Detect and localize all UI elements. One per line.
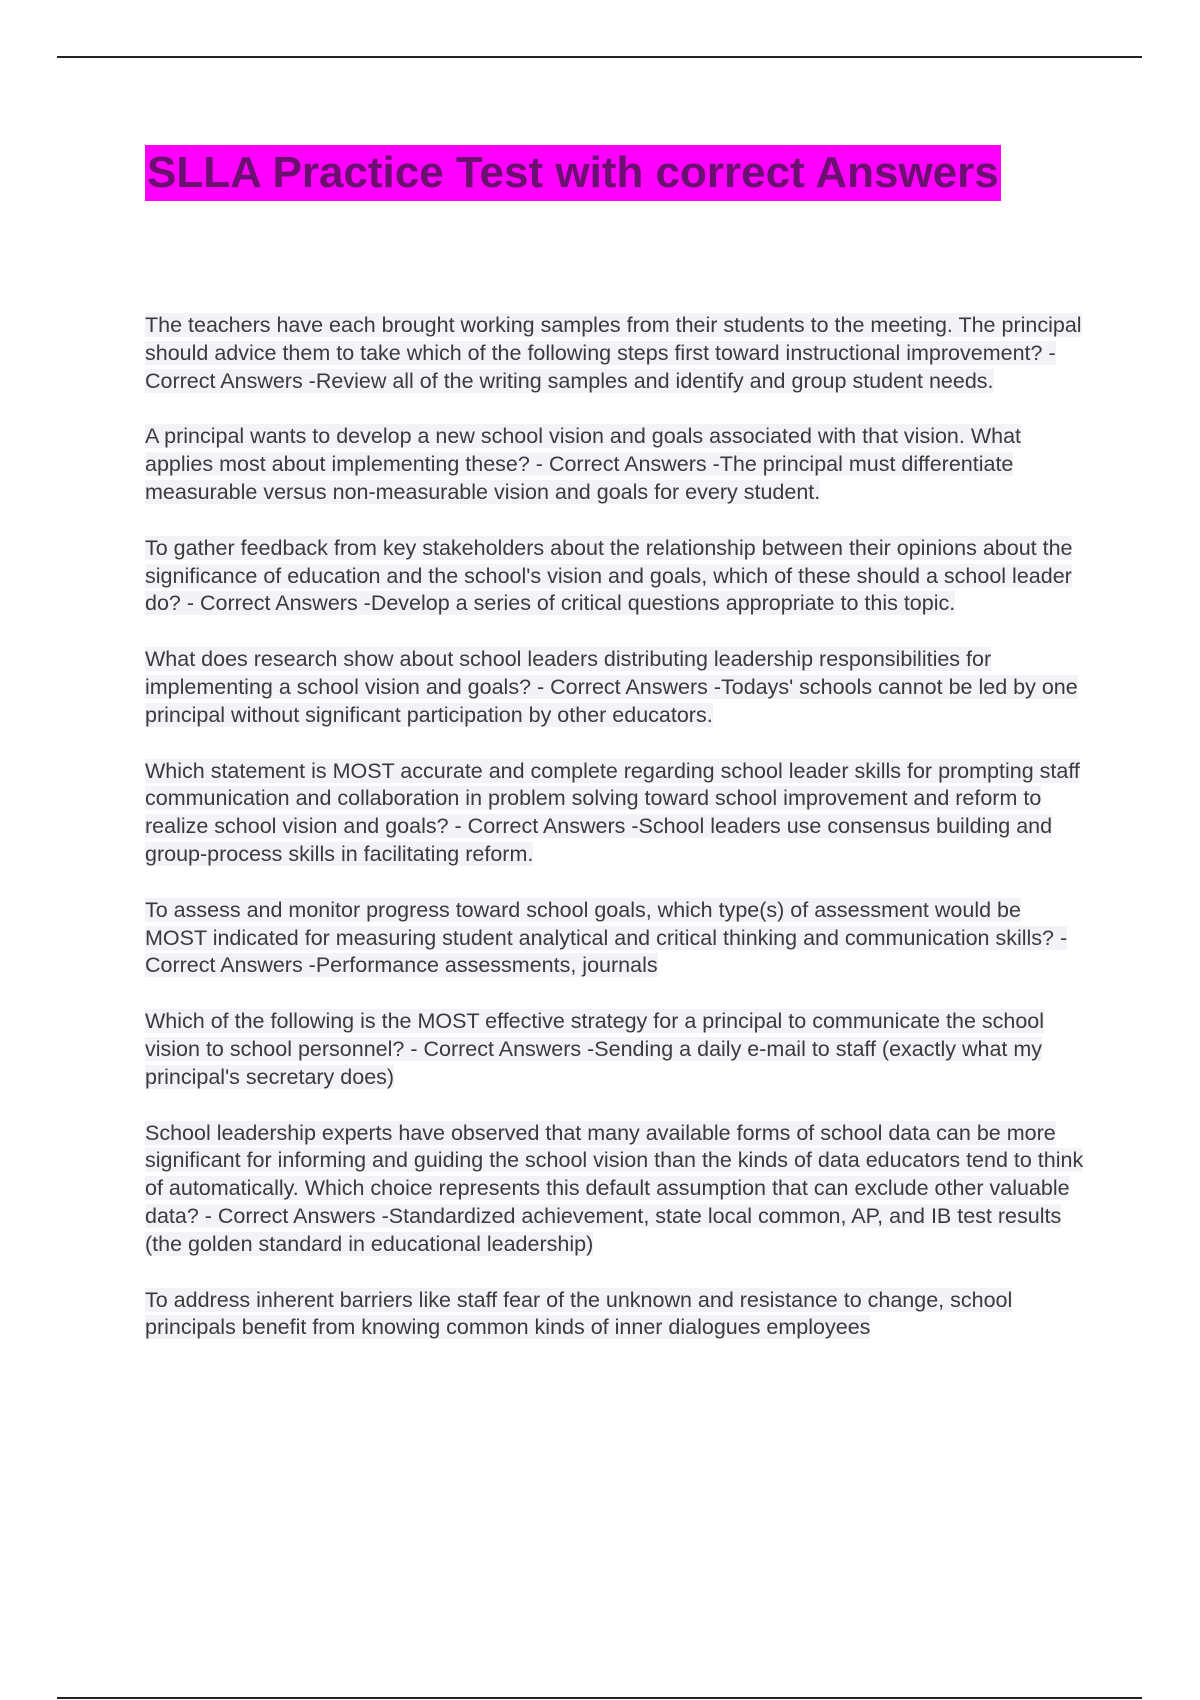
qa-text: The teachers have each brought working samples from their students to the meeting. The principal should advice them to take which of the following steps first toward instructional improvement? - Correct Answers -Review all of the writing samples and identify and group student needs.	[145, 313, 1082, 393]
qa-text: School leadership experts have observed that many available forms of school data can be more significant for informing and guiding the school vision than the kinds of data educators tend to think of automatically. Which choice represents this default assumption that can exclude other valuable data? - Correct Answers -Standardized achievement, state local common, AP, and IB test results (the golden standard in educational leadership)	[145, 1120, 1084, 1256]
header-rule	[57, 56, 1142, 58]
qa-text: To gather feedback from key stakeholders about the relationship between their opinions about the significance of education and the school's vision and goals, which of these should a school leader do? - Correct Answers -Develop a series of critical questions appropriate to this topic.	[145, 535, 1073, 616]
page-title: SLLA Practice Test with correct Answers	[145, 145, 1001, 201]
qa-text: What does research show about school leaders distributing leadership responsibilities for implementing a school vision and goals? - Correct Answers -Todays' schools cannot be led by one principal without significant participation by other educators.	[145, 647, 1078, 727]
qa-item	[145, 897, 1085, 980]
qa-item	[145, 312, 1085, 395]
qa-text: To address inherent barriers like staff fear of the unknown and resistance to change, school principals benefit from knowing common kinds of inner dialogues employees	[145, 1287, 1013, 1340]
qa-text: To assess and monitor progress toward school goals, which type(s) of assessment would be MOST indicated for measuring student analytical and critical thinking and communication skills? - Correct Answers -Performance assessments, journals	[145, 897, 1068, 978]
qa-item	[145, 535, 1085, 618]
qa-item	[145, 1008, 1085, 1091]
title-block	[145, 145, 1082, 201]
qa-text: A principal wants to develop a new school vision and goals associated with that vision. What applies most about implementing these? - Correct Answers -The principal must differentiate measurable versus non-measurable vision and goals for every student.	[145, 424, 1022, 504]
qa-item	[145, 1120, 1085, 1259]
footer-rule	[57, 1697, 1142, 1699]
qa-list	[145, 312, 1085, 1370]
qa-item	[145, 646, 1085, 729]
qa-text: Which of the following is the MOST effective strategy for a principal to communicate the school vision to school personnel? - Correct Answers -Sending a daily e-mail to staff (exactly what my principal's secretary does)	[145, 1009, 1045, 1089]
qa-text: Which statement is MOST accurate and complete regarding school leader skills for prompting staff communication and collaboration in problem solving toward school improvement and reform to realize school vision and goals? - Correct Answers -School leaders use consensus building and group-process skills in facilitating reform.	[145, 758, 1080, 866]
qa-item	[145, 423, 1085, 506]
qa-item	[145, 1287, 1085, 1343]
qa-item	[145, 758, 1085, 869]
